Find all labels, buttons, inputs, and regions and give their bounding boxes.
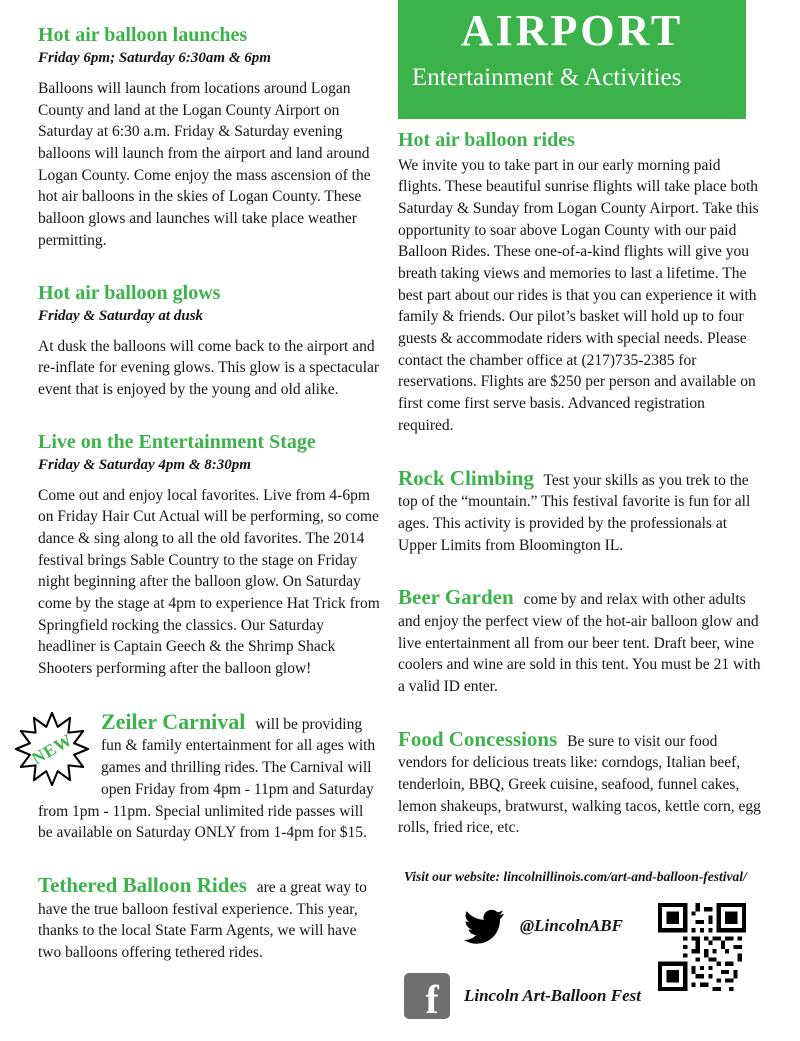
rock-climbing-title: Rock Climbing [398, 465, 534, 490]
website-line: Visit our website: lincolnillinois.com/art-and-balloon-festival/ [404, 869, 747, 885]
twitter-bird-icon [460, 906, 508, 946]
section-schedule: Friday & Saturday at dusk [38, 307, 204, 324]
social-links [398, 901, 764, 1041]
facebook-page-name: Lincoln Art-Balloon Fest [464, 986, 641, 1006]
left-column [28, 24, 380, 994]
twitter-handle: @LincolnABF [520, 916, 623, 936]
tethered-body: are a great way to have the true balloon festival experience. This year, thanks to the local State Farm Agents, we will have two balloons offering tethered rides. [38, 878, 367, 961]
section-food-concessions [398, 728, 764, 839]
rock-climbing-body: Test your skills as you trek to the top of the “mountain.” This festival favorite is fun for all ages. This activity is provided by the professionals at Upper Limits from Bloomington IL. [398, 471, 751, 554]
masthead-subtitle: Entertainment & Activities [412, 63, 682, 91]
food-concessions-body: Be sure to visit our food vendors for delicious treats like: corndogs, Italian beef, tenderloin, BBQ, Greek cuisine, seafood, funnel cakes, lemon shakeups, bratwurst, walking tacos, kettle corn, egg rolls, fried rice, etc. [398, 732, 761, 837]
section-title: Hot air balloon launches [38, 24, 248, 46]
section-body: We invite you to take part in our early morning paid flights. These beautiful sunrise flights will take place both Saturday & Sunday from Logan County Airport. Take this opportunity to soar above Logan County with our paid Balloon Rides. These one-of-a-kind flights will give you breath taking views and memories to last a lifetime. The best part about our rides is that you can experience it with family & friends. Our pilot’s basket will hold up to four guests & accommodate riders with special needs. Please contact the chamber office at (217)735-2385 for reservations. Flights are $250 per person and available on first come first serve basis. Advanced registration required. [398, 156, 759, 434]
section-title: Live on the Entertainment Stage [38, 430, 316, 453]
section-schedule: Friday 6pm; Saturday 6:30am & 6pm [38, 50, 271, 66]
section-title: Hot air balloon rides [398, 128, 575, 151]
section-schedule: Friday & Saturday 4pm & 8:30pm [38, 456, 251, 473]
section-body: Balloons will launch from locations around Logan County and land at the Logan County Airport on Saturday at 6:30 a.m. Friday & Saturday evening balloons will launch from the airport and land around Logan County. Come enjoy the mass ascension of the hot air balloons in the skies of Logan County. These balloon glows and launches will take place weather permitting. [38, 80, 371, 249]
carnival-body: will be providing fun & family entertainment for all ages with games and thrilling rides. The Carnival will open Friday from 4pm - 11pm and Saturday from 1pm - 11pm. Special unlimited ride passes will be available on Saturday ONLY from 1-4pm for $15. [38, 715, 376, 842]
section-zeiler-carnival [28, 708, 380, 844]
beer-garden-body: come by and relax with other adults and enjoy the perfect view of the hot-air balloon glow and live entertainment all from our beer tent. Draft beer, wine coolers and wine are sold in this tent. You must be 21 with a valid ID enter. [398, 591, 761, 696]
facebook-f-glyph: f [425, 977, 439, 1020]
qr-code [658, 903, 746, 991]
new-badge-starburst-icon [11, 712, 93, 786]
section-beer-garden [398, 586, 764, 697]
section-body: Come out and enjoy local favorites. Live from 4-6pm on Friday Hair Cut Actual will be performing, so come dance & sing along to all the old favorites. The 2014 festival brings Sable Country to the stage on Friday night beginning after the balloon glow. On Saturday come by the stage at 4pm to experience Hat Trick from Springfield rocking the classics. Our Saturday headliner is Captain Geech & the Shrimp Shack Shooters performing after the balloon glow! [38, 486, 380, 678]
section-rock-climbing [398, 467, 764, 557]
food-concessions-title: Food Concessions [398, 726, 558, 751]
new-badge-label: NEW [28, 729, 76, 769]
carnival-title: Zeiler Carnival [101, 708, 246, 734]
masthead [398, 0, 746, 119]
section-entertainment-stage [38, 431, 380, 680]
right-column [398, 0, 764, 1041]
masthead-title: AIRPORT [460, 6, 684, 55]
tethered-title: Tethered Balloon Rides [38, 872, 247, 897]
section-balloon-glows [38, 282, 380, 401]
beer-garden-title: Beer Garden [398, 585, 514, 610]
facebook-icon [404, 973, 450, 1019]
section-tethered-rides [38, 874, 380, 964]
section-balloon-launches [38, 24, 380, 252]
section-body: At dusk the balloons will come back to the airport and re-inflate for evening glows. This glow is a spectacular event that is enjoyed by the young and old alike. [38, 337, 380, 398]
section-balloon-rides [398, 129, 764, 437]
section-title: Hot air balloon glows [38, 281, 221, 304]
